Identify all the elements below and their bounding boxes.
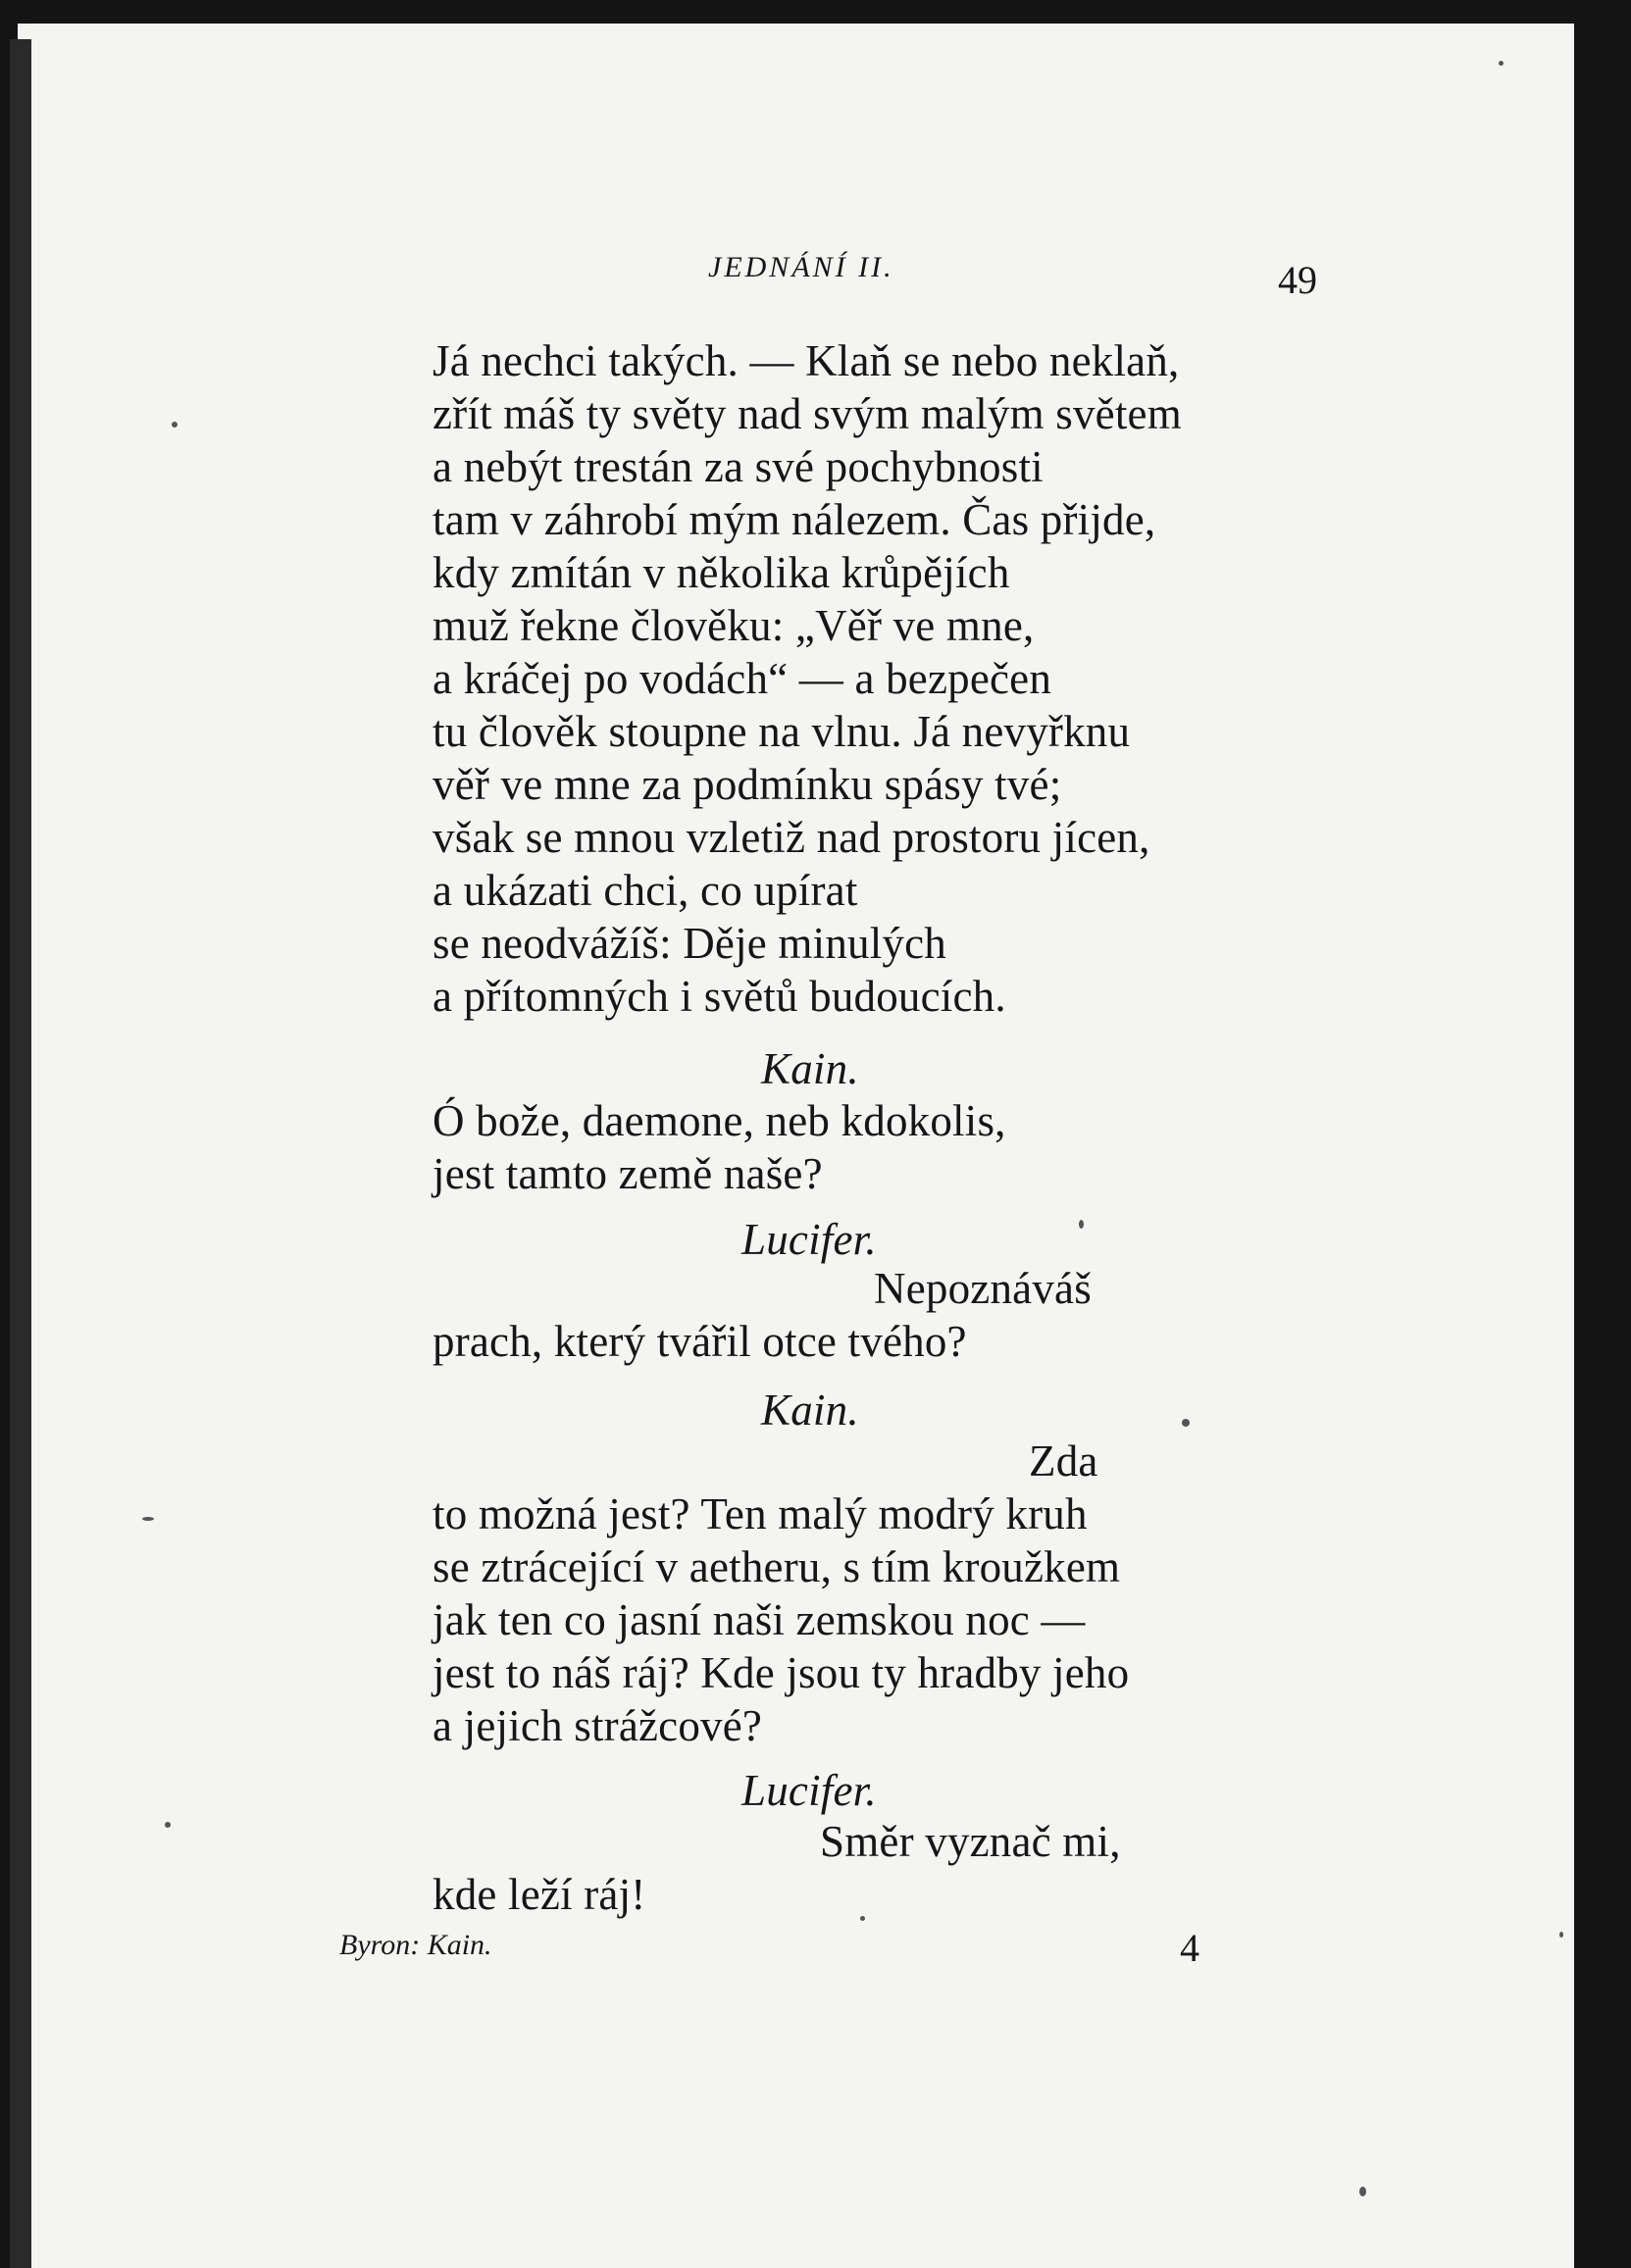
- verse-line: jest tamto země naše?: [433, 1149, 823, 1198]
- scan-border-right: [1574, 0, 1631, 2268]
- scan-speck: [165, 1822, 171, 1828]
- verse-line: však se mnou vzletiž nad prostoru jícen,: [433, 813, 1150, 862]
- verse-line: Směr vyznač mi,: [820, 1817, 1121, 1866]
- scan-speck: [142, 1517, 154, 1521]
- verse-line: muž řekne člověku: „Věř ve mne,: [433, 601, 1035, 650]
- verse-line: a nebýt trestán za své pochybnosti: [433, 442, 1044, 491]
- verse-line: Zda: [1029, 1436, 1098, 1486]
- scan-speck: [1499, 61, 1504, 66]
- verse-line: a kráčej po vodách“ — a bezpečen: [433, 654, 1052, 703]
- speaker-name: Lucifer.: [741, 1215, 877, 1264]
- signature-mark: 4: [1180, 1926, 1199, 1970]
- verse-line: Já nechci takých. — Klaň se nebo neklaň,: [433, 336, 1180, 385]
- verse-line: to možná jest? Ten malý modrý kruh: [433, 1489, 1088, 1538]
- verse-line: tu člověk stoupne na vlnu. Já nevyřknu: [433, 707, 1131, 756]
- verse-line: tam v záhrobí mým nálezem. Čas přijde,: [433, 495, 1156, 544]
- scan-speck: [1079, 1220, 1084, 1229]
- scan-speck: [172, 422, 178, 428]
- verse-line: kde leží ráj!: [433, 1870, 646, 1919]
- scan-speck: [1559, 1932, 1563, 1938]
- verse-line: věř ve mne za podmínku spásy tvé;: [433, 760, 1062, 809]
- verse-line: a přítomných i světů budoucích.: [433, 972, 1006, 1021]
- verse-line: prach, který tvářil otce tvého?: [433, 1317, 967, 1366]
- verse-line: zřít máš ty světy nad svým malým světem: [433, 389, 1182, 438]
- footer-signature: Byron: Kain.: [339, 1929, 492, 1961]
- scan-speck: [1359, 2187, 1366, 2196]
- scan-border-top: [0, 0, 1631, 24]
- scan-speck: [860, 1916, 865, 1921]
- verse-line: Nepoznáváš: [874, 1264, 1092, 1313]
- verse-line: se neodvážíš: Děje minulých: [433, 919, 946, 968]
- verse-line: se ztrácející v aetheru, s tím kroužkem: [433, 1542, 1121, 1591]
- page-number: 49: [1278, 258, 1317, 302]
- verse-line: a ukázati chci, co upírat: [433, 866, 858, 915]
- verse-line: a jejich strážcové?: [433, 1701, 763, 1750]
- speaker-name: Kain.: [761, 1386, 859, 1435]
- running-head: JEDNÁNÍ II.: [708, 251, 894, 283]
- book-spine-shadow: [10, 39, 31, 2268]
- verse-line: kdy zmítán v několika krůpějích: [433, 548, 1010, 597]
- verse-line: Ó bože, daemone, neb kdokolis,: [433, 1096, 1006, 1145]
- verse-line: jest to náš ráj? Kde jsou ty hradby jeho: [433, 1648, 1130, 1697]
- verse-line: jak ten co jasní naši zemskou noc —: [433, 1595, 1086, 1644]
- speaker-name: Kain.: [761, 1044, 859, 1093]
- speaker-name: Lucifer.: [741, 1766, 877, 1815]
- scan-speck: [1182, 1419, 1190, 1427]
